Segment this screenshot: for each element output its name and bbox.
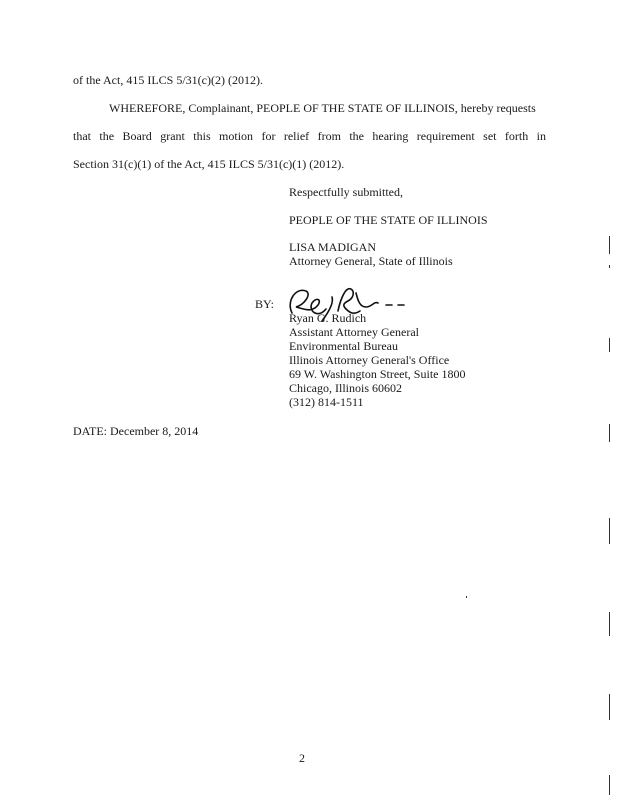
signer-phone: (312) 814-1511 [289,395,364,409]
scan-artifact-dot [466,596,467,598]
signer-office: Illinois Attorney General's Office [289,353,450,367]
signer-name: Ryan G. Rudich [289,311,367,325]
request-line: that the Board grant this motion for relief from the hearing requirement set forth in [73,129,546,143]
scan-artifact-mark [609,694,610,720]
attorney-general-title: Attorney General, State of Illinois [289,254,453,268]
attorney-general-name: LISA MADIGAN [289,240,376,254]
scan-artifact-mark [609,424,610,442]
date-line: DATE: December 8, 2014 [73,424,199,438]
signer-bureau: Environmental Bureau [289,339,398,353]
signer-street: 69 W. Washington Street, Suite 1800 [289,367,466,381]
body-line-continuation: of the Act, 415 ILCS 5/31(c)(2) (2012). [73,73,263,87]
by-label: BY: [255,297,274,311]
scan-artifact-mark [609,775,610,795]
salutation: Respectfully submitted, [289,185,403,199]
signer-city: Chicago, Illinois 60602 [289,381,402,395]
scan-artifact-mark [609,518,610,544]
scan-artifact-mark [609,265,610,268]
wherefore-line: WHEREFORE, Complainant, PEOPLE OF THE STATE OF ILLINOIS, hereby requests [109,101,536,115]
page-number: 2 [299,751,305,765]
scan-artifact-mark [609,236,610,254]
section-line: Section 31(c)(1) of the Act, 415 ILCS 5/31(c)(1) (2012). [73,157,345,171]
signer-title: Assistant Attorney General [289,325,419,339]
party-name: PEOPLE OF THE STATE OF ILLINOIS [289,213,488,227]
scan-artifact-mark [609,338,610,352]
scan-artifact-mark [609,612,610,636]
